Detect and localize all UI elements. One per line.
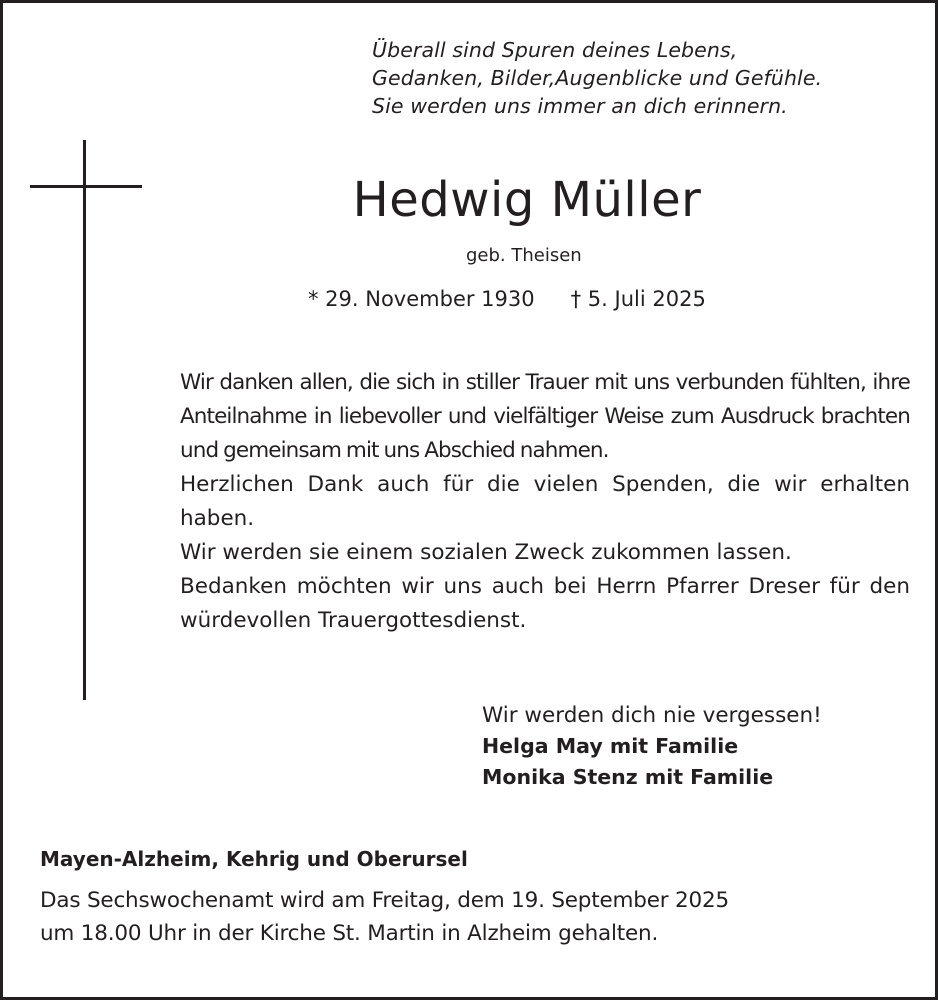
life-dates — [308, 284, 706, 314]
motto-verse — [372, 36, 822, 120]
notice-line: um 18.00 Uhr in der Kirche St. Martin in Alzheim gehalten. — [40, 921, 659, 946]
farewell-line: Wir werden dich nie vergessen! — [482, 703, 822, 728]
deceased-name: Hedwig Müller — [352, 172, 702, 228]
signatory: Monika Stenz mit Familie — [482, 765, 774, 789]
thanks-paragraph: Bedanken möchten wir uns auch bei Herrn Pfarrer Dreser für den würdevollen Trauergottesdienst. — [180, 574, 910, 633]
thanks-paragraph: Wir danken allen, die sich in stiller Trauer mit uns verbunden fühlten, ihre Anteilnahme in liebevoller und vielfältiger Weise zum Ausdruck brachten und gemeinsam mit uns Abschied nahmen. — [180, 370, 910, 463]
notice-line: Das Sechswochenamt wird am Freitag, dem 19. September 2025 — [40, 888, 729, 913]
motto-line: Sie werden uns immer an dich erinnern. — [372, 94, 788, 118]
thanks-paragraph: Wir werden sie einem sozialen Zweck zukommen lassen. — [180, 540, 792, 565]
thanks-paragraph: Herzlichen Dank auch für die vielen Spenden, die wir erhalten haben. — [180, 472, 910, 531]
location-heading: Mayen-Alzheim, Kehrig und Oberursel — [40, 847, 468, 871]
memorial-service-notice — [40, 884, 729, 950]
maiden-name: geb. Theisen — [466, 245, 582, 266]
thanks-text — [180, 366, 910, 638]
death-date: † 5. Juli 2025 — [570, 287, 706, 311]
birth-date: * 29. November 1930 — [308, 287, 535, 311]
motto-line: Gedanken, Bilder,Augenblicke und Gefühle. — [372, 66, 823, 90]
signatory: Helga May mit Familie — [482, 734, 739, 758]
motto-line: Überall sind Spuren deines Lebens, — [372, 38, 738, 62]
closing-block — [482, 700, 822, 793]
